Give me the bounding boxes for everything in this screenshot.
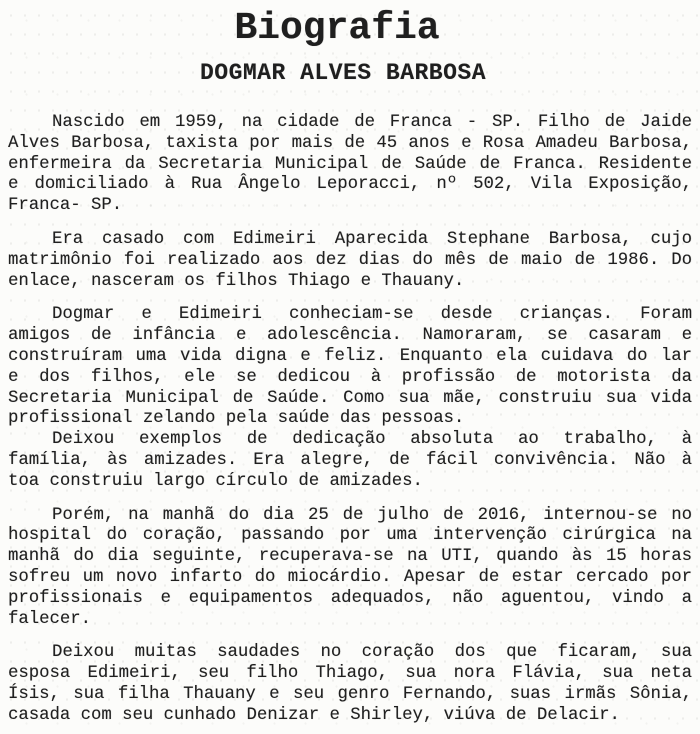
- text-line: Franca- SP.: [8, 196, 123, 216]
- text-line: falecer.: [8, 609, 91, 629]
- text-line: construíram uma vida digna e feliz. Enquanto ela cuidava do lar: [8, 346, 692, 366]
- text-line: sofreu um novo infarto do miocárdio. Apesar de estar cercado por: [8, 567, 692, 587]
- document-title: Biografia: [234, 7, 440, 50]
- paragraph-survivors: [8, 643, 692, 726]
- text-line: Nascido em 1959, na cidade de Franca - SP. Filho de Jaide: [52, 113, 692, 132]
- paragraph-life: [8, 305, 692, 430]
- text-line: toa construiu largo círculo de amizades.: [8, 471, 423, 491]
- paragraph-dedication: [8, 430, 692, 492]
- text-line: Era casado com Edimeiri Aparecida Stephane Barbosa, cujo: [52, 229, 692, 249]
- text-line: Porém, na manhã do dia 25 de julho de 2016, internou-se no: [52, 505, 692, 525]
- text-line: família, às amizades. Era alegre, de fácil convivência. Não à: [8, 450, 692, 470]
- text-line: hospital do coração, passando por uma intervenção cirúrgica na: [8, 526, 692, 546]
- text-line: e dos filhos, ele se dedicou à profissão de motorista da: [8, 367, 692, 387]
- text-line: Dogmar e Edimeiri conheciam-se desde crianças. Foram: [52, 305, 692, 325]
- text-line: enlace, nasceram os filhos Thiago e Thauany.: [8, 271, 465, 291]
- text-line: Deixou muitas saudades no coração dos que ficaram, sua: [52, 643, 692, 663]
- paragraph-marriage: [8, 230, 692, 292]
- text-line: matrimônio foi realizado aos dez dias do mês de maio de 1986. Do: [8, 250, 692, 270]
- text-line: manhã do dia seguinte, recuperava-se na UTI, quando às 15 horas: [8, 547, 692, 567]
- text-line: enfermeira da Secretaria Municipal de Saúde de Franca. Residente: [8, 154, 692, 174]
- text-line: profissionais e equipamentos adequados, não aguentou, vindo a: [8, 588, 692, 608]
- document-subtitle: DOGMAR ALVES BARBOSA: [199, 60, 487, 86]
- text-line: e domiciliado à Rua Ângelo Leporacci, nº 502, Vila Exposição,: [8, 175, 692, 195]
- text-line: Ísis, sua filha Thauany e seu genro Fernando, suas irmãs Sônia,: [8, 684, 692, 704]
- text-line: esposa Edimeiri, seu filho Thiago, sua nora Flávia, sua neta: [8, 664, 692, 684]
- text-line: amigos de infância e adolescência. Namoraram, se casaram e: [8, 326, 692, 346]
- paragraph-death: [8, 506, 692, 631]
- text-line: Secretaria Municipal de Saúde. Como sua mãe, construiu sua vida: [8, 388, 692, 408]
- text-line: casada com seu cunhado Denizar e Shirley, viúva de Delacir.: [8, 705, 620, 725]
- text-line: Deixou exemplos de dedicação absoluta ao trabalho, à: [52, 430, 692, 450]
- text-line: profissional zelando pela saúde das pessoas.: [8, 409, 465, 429]
- text-line: Alves Barbosa, taxista por mais de 45 anos e Rosa Amadeu Barbosa,: [8, 133, 692, 153]
- paragraph-birth: [8, 113, 692, 217]
